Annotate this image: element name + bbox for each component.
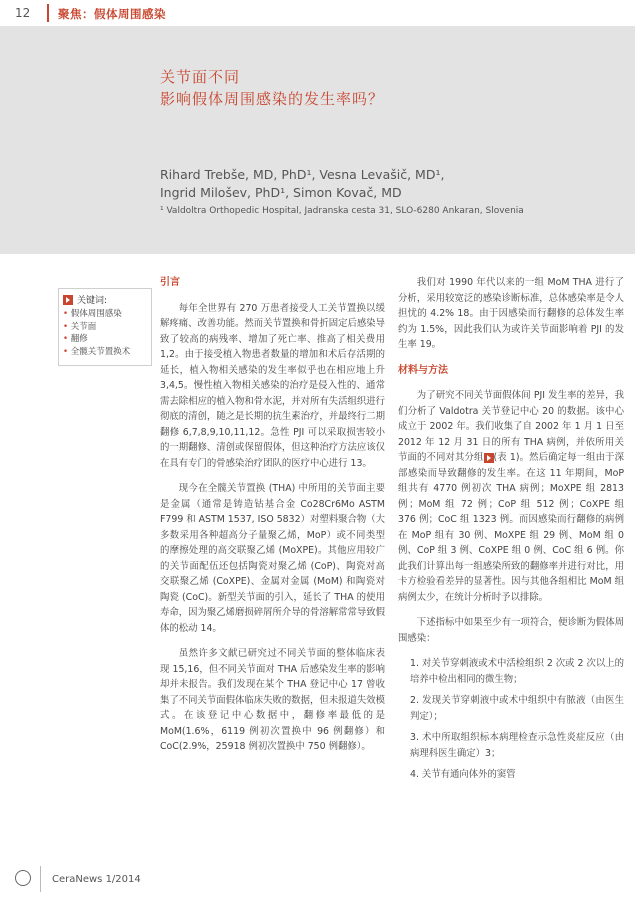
keyword-item: • 全髋关节置换术 (63, 346, 130, 359)
header-divider (47, 4, 49, 22)
keywords-box (58, 288, 152, 366)
title-band (0, 26, 635, 254)
footer-divider (40, 866, 41, 892)
keyword-item: • 翻修 (63, 333, 130, 346)
arrow-marker-icon (484, 453, 494, 463)
intro-paragraph-1: 每年全世界有 270 万患者接受人工关节置换以缓解疼痛、改善功能。然而关节置换和骨折固定后感染导致了较高的病残率、增加了死亡率、推高了相关费用 1,2。由于接受植入物患者数量的增加和术后存活期的延长，植入物相关感染的发生率似乎也在相应地上升 3,4,5。慢性植入物相关感染的治疗是侵入性的、通常需去除相应的植入物和骨水泥，并对所有失活组织进行彻底的清创，随之是长期的抗生素治疗，并最终行二期翻修 6,7,8,9,10,11,12。急性 PJI 可以采取损害较小的一期翻修、清创或保留假体，但这种治疗方法应该仅在具有专门的骨感染治疗团队的医疗中心进行 13。 (160, 302, 386, 469)
header-band (0, 0, 62, 26)
criteria-item: 3. 术中所取组织标本病理检查示急性炎症反应（由病理科医生确定）3； (410, 732, 624, 759)
left-column (160, 275, 385, 765)
keywords-heading (63, 293, 107, 306)
title-line-2: 影响假体周围感染的发生率吗？ (160, 90, 385, 108)
keywords-list (63, 308, 130, 358)
authors-line-2: Ingrid Milošev, PhD¹, Simon Kovač, MD (160, 185, 402, 200)
methods-heading: 材料与方法 (398, 364, 448, 376)
page-number: 12 (15, 6, 31, 20)
criteria-item: 1. 对关节穿刺液或术中活检组织 2 次或 2 次以上的培养中检出相同的微生物； (410, 658, 624, 685)
arrow-marker-icon (63, 295, 73, 305)
right-column (398, 275, 624, 789)
methods-text-start: 为了研究不同关节面假体间 PJI 发生率的差异，我们分析了 Valdotra 关节登记中心 20 的数据。该中心成立于 2002 年。我们收集了自 2002 年 1 月 1 日至 2012 年 12 月 31 日的所有 THA 病例，并依所用关节面的不同对其分组 (398, 390, 624, 463)
methods-paragraph-1 (398, 388, 624, 605)
intro-paragraph-2: 现今在全髋关节置换 (THA) 中所用的关节面主要是金属（通常是铸造钴基合金 Co28Cr6Mo ASTM F799 和 ASTM 1537, ISO 5832）对塑料聚合物（大多数采用各种超高分子量聚乙烯，MoP）或不同类型的摩擦处理的高交联聚乙烯 (MoXPE)。其他应用较广的关节面配伍还包括陶瓷对聚乙烯 (CoP)、陶瓷对高交联聚乙烯 (CoXPE)、金属对金属 (MoM) 和陶瓷对陶瓷 (CoC)。新型关节面的引入，延长了 THA 的使用寿命，因为聚乙烯磨损碎屑所介导的骨溶解常常导致假体的松动 14。 (160, 483, 386, 634)
authors-line-1: Rihard Trebše, MD, PhD¹, Vesna Levašič, MD¹, (160, 167, 445, 182)
ceramtec-logo-icon (15, 870, 31, 886)
keywords-heading-label: 关键词: (77, 296, 108, 306)
criteria-item: 4. 关节有通向体外的窦管 (410, 769, 516, 780)
affiliation: ¹ Valdoltra Orthopedic Hospital, Jadranska cesta 31, SLO-6280 Ankaran, Slovenia (160, 206, 524, 216)
intro-paragraph-3: 虽然许多文献已研究过不同关节面的整体临床表现 15,16，但不同关节面对 THA 后感染发生率的影响却并未报告。我们发现在某个 THA 登记中心 17 曾收集了不同关节面假体临床失败的数据，但未报道失效模式。在该登记中心数据中，翻修率最低的是 MoM(1.6%，6119 例初次置换中 96 例翻修）和 CoC(2.9%，25918 例初次置换中 750 例翻修）。 (160, 648, 386, 752)
journal-name: CeraNews 1/2014 (52, 874, 141, 885)
intro-heading: 引言 (160, 277, 180, 288)
section-label: 聚焦：假体周围感染 (58, 7, 166, 21)
keyword-item: • 关节面 (63, 321, 130, 334)
author-list (160, 166, 444, 202)
methods-paragraph-2: 下述指标中如果至少有一项符合，便诊断为假体周围感染： (398, 617, 624, 644)
methods-text-end: (表 1)。然后确定每一组由于深部感染而导致翻修的发生率。在这 11 年期间，MoP 组共有 4770 例初次 THA 病例；MoXPE 组 2813 例；MoM 组 72 例；CoP 组 512 例；CoXPE 组 376 例；CoC 组 1323 例。而因感染而行翻修的病例在 MoP 组有 30 例、MoXPE 组 29 例、MoM 组 0 例、CoP 组 3 例、CoXPE 组 0 例、CoC 组 6 例。你此我们计算出每一组感染所致的翻修率并进行对比，用卡方检验看差异的显著性。因与其他各组相比 MoM 组病例太少，在统计分析时予以排除。 (398, 452, 624, 603)
article-title (160, 66, 384, 110)
criteria-item: 2. 发现关节穿刺液中或术中组织中有脓液（由医生判定）； (410, 695, 624, 722)
keyword-item: • 假体周围感染 (63, 308, 130, 321)
title-line-1: 关节面不同 (160, 68, 241, 86)
intro-paragraph-4: 我们对 1990 年代以来的一组 MoM THA 进行了分析，采用较宽泛的感染诊断标准，总体感染率是令人担忧的 4.2% 18。由于因感染而行翻修的总体发生率约为 1.5%，因此我们认为或许关节面影响着 PJI 的发生率 19。 (398, 277, 624, 350)
